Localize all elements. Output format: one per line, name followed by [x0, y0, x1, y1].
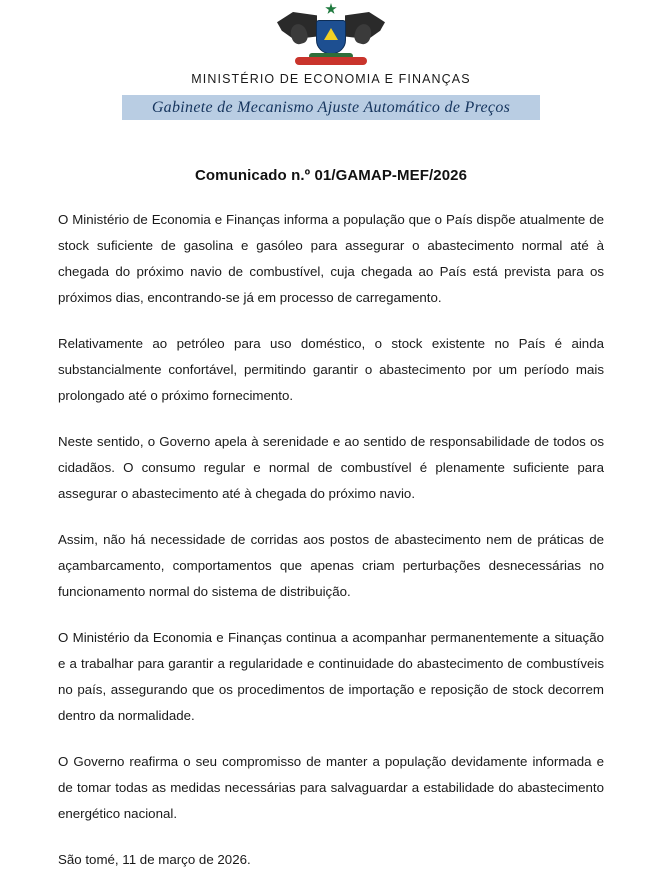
paragraph: O Governo reafirma o seu compromisso de manter a população devidamente informada e de tomar todas as medidas necessárias para salvaguardar a estabilidade do abastecimento energético nacional. — [58, 754, 604, 821]
paragraph: Assim, não há necessidade de corridas aos postos de abastecimento nem de práticas de açambarcamento, comportamentos que apenas criam perturbações desnecessárias no funcionamento normal do sistema de distribuição. — [58, 532, 604, 599]
crest-container — [58, 0, 604, 68]
ministry-name: MINISTÉRIO DE ECONOMIA E FINANÇAS — [191, 72, 471, 86]
paragraph: Neste sentido, o Governo apela à serenidade e ao sentido de responsabilidade de todos os cidadãos. O consumo regular e normal de combustível é plenamente suficiente para assegurar o abastecimento até à chegada do próximo navio. — [58, 434, 604, 501]
office-banner — [122, 95, 540, 120]
place-and-date: São tomé, 11 de março de 2026. — [58, 852, 251, 867]
page-title: Comunicado n.º 01/GAMAP-MEF/2026 — [194, 167, 468, 184]
office-banner-label: Gabinete de Mecanismo Ajuste Automático de Preços — [151, 98, 511, 116]
star-icon — [325, 3, 337, 15]
paragraph: O Ministério de Economia e Finanças informa a população que o País dispõe atualmente de stock suficiente de gasolina e gasóleo para assegurar o abastecimento normal até à chegada do próximo navio de combustível, cuja chegada ao País está prevista para os próximos dias, encontrando-se já em processo de carregamento. — [58, 212, 604, 305]
shield-icon — [316, 20, 346, 54]
paragraph: O Ministério da Economia e Finanças continua a acompanhar permanentemente a situação e a trabalhar para garantir a regularidade e continuidade do abastecimento de combustíveis no país, assegurando que os procedimentos de importação e reposição de stock decorrem dentro da normalidade. — [58, 630, 604, 723]
national-coat-of-arms-icon — [275, 2, 387, 66]
crest-ribbon-icon — [295, 57, 367, 65]
paragraph: Relativamente ao petróleo para uso doméstico, o stock existente no País é ainda substancialmente confortável, permitindo garantir o abastecimento por um período mais prolongado até o próximo fornecimento. — [58, 336, 604, 403]
document-body — [58, 207, 604, 873]
